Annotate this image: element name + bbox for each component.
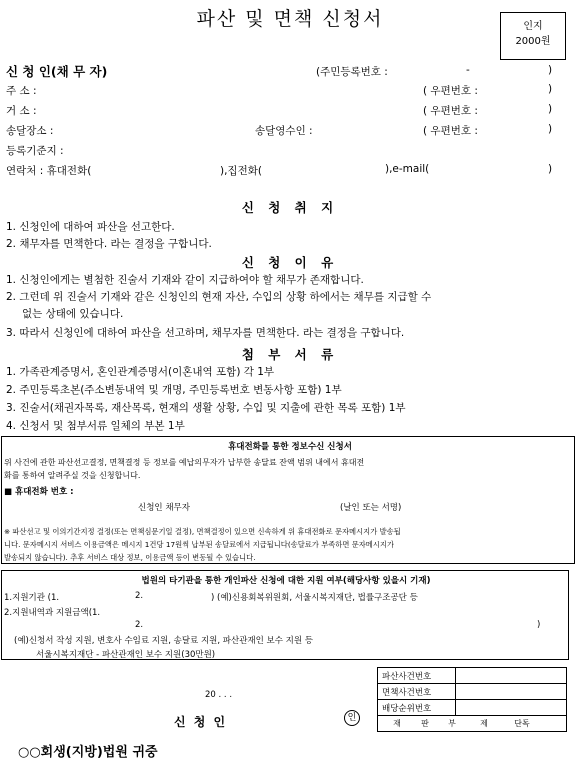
judge-row (378, 716, 567, 732)
email-label: ),e-mail( (385, 163, 430, 175)
case-label: 배당순위번호 (378, 700, 456, 716)
stamp-box (500, 12, 566, 60)
reason-item: 3. 따라서 신청인에 대하여 파산을 선고하며, 채무자를 면책한다. 라는 결정을 구합니다. (6, 327, 405, 339)
attachment-item: 1. 가족관계증명서, 혼인관계증명서(이혼내역 포함) 각 1부 (6, 366, 275, 378)
reason-item-continued: 없는 상태에 있습니다. (22, 308, 124, 320)
judge-row-text: 제 (480, 719, 488, 728)
attachment-item: 2. 주민등록초본(주소변동내역 및 개명, 주민등록번호 변동사항 포함) 1부 (6, 384, 342, 396)
judge-row-text: 부 (448, 719, 456, 728)
case-number-table (377, 667, 567, 732)
purpose-item: 2. 채무자를 면책한다. 라는 결정을 구합니다. (6, 238, 212, 250)
reason-item: 2. 그런데 위 진술서 기재와 같은 신청인의 현재 자산, 수입의 상황 하에서는 채무를 지급할 수 (6, 291, 432, 303)
sign-note: (날인 또는 서명) (340, 503, 402, 513)
stamp-amount: 2000원 (515, 36, 551, 47)
case-value-cell[interactable] (456, 668, 567, 684)
case-label: 면책사건번호 (378, 684, 456, 700)
sms-note: ※ 파산선고 및 이의기간지정 결정(또는 면책심문기일 결정), 면책결정이 있으면 신속하게 위 휴대전화로 문자메시지가 발송됩 (4, 527, 401, 536)
stamp-label: 인지 (523, 21, 543, 32)
support-line: 2. (135, 620, 144, 630)
resident-number-dash: - (466, 64, 470, 76)
postal-code-label: ( 우편번호 : (423, 85, 478, 97)
residence-label: 거 소 : (6, 105, 37, 117)
postal-code-label: ( 우편번호 : (423, 105, 478, 117)
postal-code-close: ) (548, 103, 553, 115)
purpose-item: 1. 신청인에 대하여 파산을 선고한다. (6, 221, 175, 233)
table-row (378, 684, 567, 700)
sms-text: 화를 통하여 알려주실 것을 신청합니다. (4, 471, 141, 480)
attachments-heading: 첨 부 서 류 (241, 347, 339, 362)
reason-item: 1. 신청인에게는 별첨한 진술서 기재와 같이 지급하여야 할 채무가 존재합니다. (6, 274, 364, 286)
resident-number-close: ) (548, 64, 553, 76)
signer-label: 신 청 인 (174, 715, 228, 729)
support-line: ) (537, 620, 541, 630)
table-row (378, 700, 567, 716)
delivery-place-label: 송달장소 : (6, 125, 54, 137)
support-heading: 법원의 타기관을 통한 개인파산 신청에 대한 지원 여부(해당사항 있을시 기재) (141, 576, 431, 586)
reason-heading: 신 청 이 유 (241, 255, 339, 270)
applicant-heading: 신 청 인(채 무 자) (6, 64, 108, 79)
home-phone-label: ),집전화( (220, 165, 262, 177)
postal-code-label: ( 우편번호 : (423, 125, 478, 137)
contact-label: 연락처 : 휴대전화( (6, 165, 92, 177)
attachment-item: 3. 진술서(채권자목록, 재산목록, 현재의 생활 상황, 수입 및 지출에 관한 목록 포함) 1부 (6, 402, 406, 414)
sms-text: 위 사건에 관한 파산선고결정, 면책결정 등 정보를 예납의무자가 납부한 송달료 잔액 범위 내에서 휴대전 (4, 458, 365, 467)
case-value-cell[interactable] (456, 700, 567, 716)
delivery-recipient-label: 송달영수인 : (255, 125, 313, 137)
postal-code-close: ) (548, 123, 553, 135)
support-line: 2.지원내역과 지원금액(1. (4, 608, 101, 618)
sms-note: 발송되지 않습니다). 추후 서비스 대상 정보, 이용금액 등이 변동될 수 있습니다. (4, 553, 256, 562)
case-value-cell[interactable] (456, 684, 567, 700)
postal-code-close: ) (548, 83, 553, 95)
address-label: 주 소 : (6, 85, 37, 97)
seal-mark: 인 (344, 710, 360, 726)
sms-signer: 신청인 채무자 (138, 503, 190, 513)
sms-heading: 휴대전화를 통한 정보수신 신청서 (228, 442, 352, 452)
support-line: 2. (135, 591, 144, 601)
support-example: 서울시복지재단 - 파산관재인 보수 지원(30만원) (36, 650, 216, 660)
support-line: 1.지원기관 (1. (4, 593, 60, 603)
judge-row-text: 판 (421, 719, 429, 728)
page-title: 파산 및 면책 신청서 (196, 8, 384, 30)
contact-close: ) (548, 163, 553, 175)
support-line: ) (예)신용회복위원회, 서울시복지재단, 법률구조공단 등 (211, 593, 418, 603)
table-row (378, 668, 567, 684)
registry-base-label: 등록기준지 : (6, 145, 64, 157)
date-line: 20 . . . (205, 690, 233, 700)
table-row (378, 716, 567, 732)
judge-row-text: 재 (393, 719, 401, 728)
court-name: ○○회생(지방)법원 귀중 (18, 745, 158, 760)
judge-row-text: 단독 (514, 719, 530, 728)
resident-number-label: (주민등록번호 : (316, 66, 388, 78)
purpose-heading: 신 청 취 지 (241, 200, 339, 215)
attachment-item: 4. 신청서 및 첨부서류 일체의 부본 1부 (6, 420, 185, 432)
support-example: (예)신청서 작성 지원, 변호사 수임료 지원, 송달료 지원, 파산관재인 보수 지원 등 (14, 636, 314, 646)
sms-note: 니다. 문자메시지 서비스 이용금액은 메시지 1건당 17원씩 납부된 송달료에서 지급됩니다(송달료가 부족하면 문자메시지가 (4, 540, 394, 549)
case-label: 파산사건번호 (378, 668, 456, 684)
phone-number-label: ■ 휴대전화 번호 : (4, 487, 74, 497)
